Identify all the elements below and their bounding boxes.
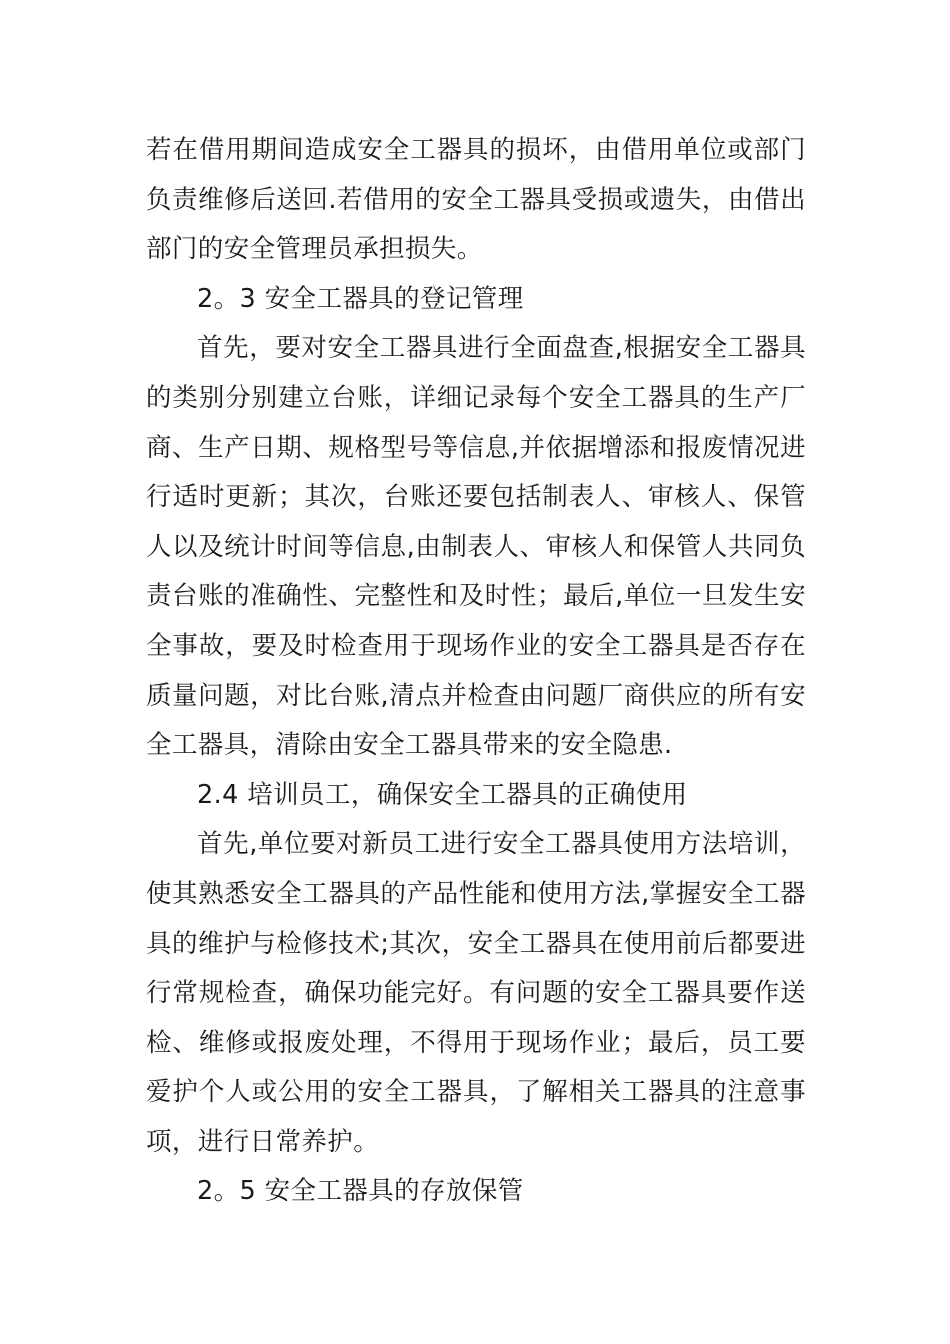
body-paragraph: 首先,单位要对新员工进行安全工器具使用方法培训，使其熟悉安全工器具的产品性能和使用方法,掌握安全工器具的维护与检修技术;其次，安全工器具在使用前后都要进行常规检查，确保功能完好。有问题的安全工器具要作送检、维修或报废处理，不得用于现场作业；最后，员工要爱护个人或公用的安全工器具，了解相关工器具的注意事项，进行日常养护。	[146, 829, 806, 1157]
body-paragraph: 首先，要对安全工器具进行全面盘查,根据安全工器具的类别分别建立台账，详细记录每个安全工器具的生产厂商、生产日期、规格型号等信息,并依据增添和报废情况进行适时更新；其次，台账还要包括制表人、审核人、保管人以及统计时间等信息,由制表人、审核人和保管人共同负责台账的准确性、完整性和及时性；最后,单位一旦发生安全事故，要及时检查用于现场作业的安全工器具是否存在质量问题，对比台账,清点并检查由问题厂商供应的所有安全工器具，清除由安全工器具带来的安全隐患.	[146, 333, 806, 761]
body-paragraph: 若在借用期间造成安全工器具的损坏，由借用单位或部门负责维修后送回.若借用的安全工器具受损或遗失，由借出部门的安全管理员承担损失。	[146, 135, 806, 265]
document-body	[146, 126, 806, 1217]
section-heading: 2。3 安全工器具的登记管理	[197, 283, 524, 314]
section-heading: 2。5 安全工器具的存放保管	[197, 1176, 524, 1207]
section-heading: 2.4 培训员工，确保安全工器具的正确使用	[197, 779, 688, 810]
